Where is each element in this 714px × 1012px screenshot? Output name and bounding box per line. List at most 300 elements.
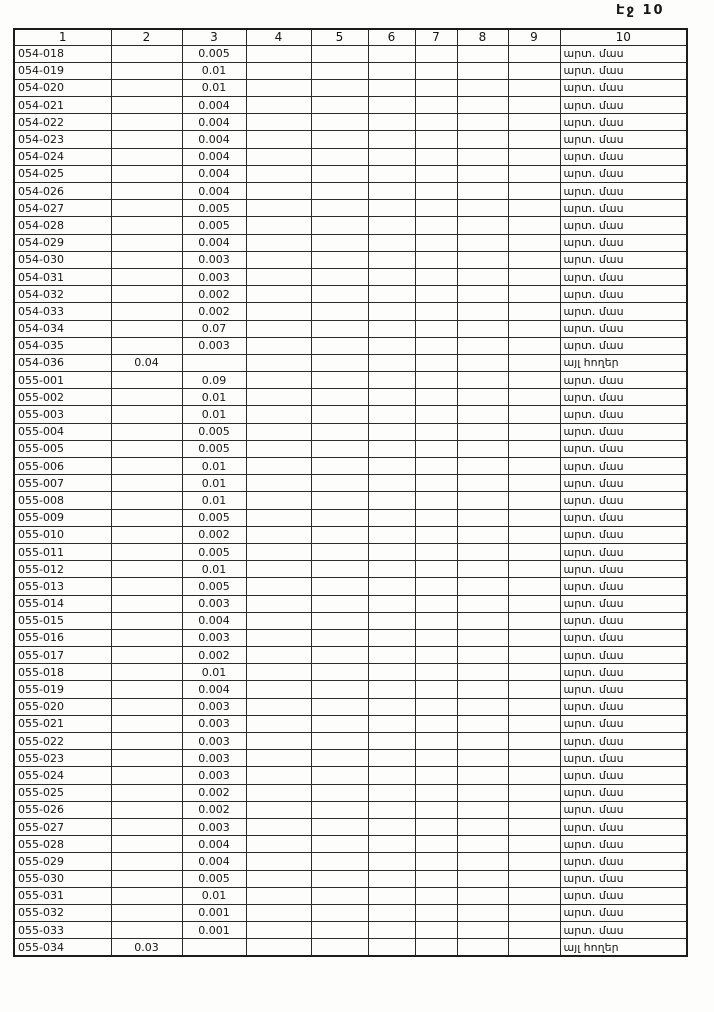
empty-cell <box>111 904 182 921</box>
empty-cell <box>415 337 457 354</box>
empty-cell <box>246 784 311 801</box>
column-header-9: 9 <box>508 29 560 45</box>
empty-cell <box>457 801 508 818</box>
empty-cell <box>415 509 457 526</box>
empty-cell <box>368 733 415 750</box>
empty-cell <box>368 543 415 560</box>
empty-cell <box>368 303 415 320</box>
empty-cell <box>415 389 457 406</box>
land-type-cell: արտ. մաս <box>560 904 687 921</box>
empty-cell <box>368 183 415 200</box>
table-row <box>14 268 687 285</box>
table-row <box>14 526 687 543</box>
empty-cell <box>311 165 368 182</box>
area-value-cell: 0.002 <box>182 303 246 320</box>
parcel-code-cell: 055-017 <box>14 647 111 664</box>
parcel-code-cell: 055-022 <box>14 733 111 750</box>
empty-cell <box>508 475 560 492</box>
area-value-cell: 0.002 <box>182 784 246 801</box>
empty-cell <box>508 578 560 595</box>
table-row <box>14 681 687 698</box>
area-value-cell: 0.01 <box>182 79 246 96</box>
column-header-7: 7 <box>415 29 457 45</box>
empty-cell <box>111 818 182 835</box>
empty-cell <box>457 715 508 732</box>
empty-cell <box>111 234 182 251</box>
empty-cell <box>368 715 415 732</box>
parcel-code-cell: 054-032 <box>14 286 111 303</box>
empty-cell <box>368 750 415 767</box>
empty-cell <box>111 715 182 732</box>
land-type-cell: արտ. մաս <box>560 561 687 578</box>
land-type-cell: արտ. մաս <box>560 853 687 870</box>
parcel-code-cell: 054-030 <box>14 251 111 268</box>
empty-cell <box>311 750 368 767</box>
parcel-code-cell: 055-028 <box>14 836 111 853</box>
empty-cell <box>311 526 368 543</box>
empty-cell <box>368 939 415 956</box>
empty-cell <box>508 148 560 165</box>
empty-cell <box>368 251 415 268</box>
parcel-code-cell: 055-024 <box>14 767 111 784</box>
empty-cell <box>246 234 311 251</box>
parcel-code-cell: 054-029 <box>14 234 111 251</box>
empty-cell <box>111 268 182 285</box>
land-type-cell: արտ. մաս <box>560 440 687 457</box>
parcel-code-cell: 054-035 <box>14 337 111 354</box>
empty-cell <box>368 578 415 595</box>
empty-cell <box>415 320 457 337</box>
empty-cell <box>415 784 457 801</box>
empty-cell <box>368 131 415 148</box>
empty-cell <box>457 475 508 492</box>
empty-cell <box>508 543 560 560</box>
empty-cell <box>368 165 415 182</box>
empty-cell <box>368 784 415 801</box>
empty-cell <box>508 733 560 750</box>
area-value-cell: 0.004 <box>182 148 246 165</box>
table-row <box>14 492 687 509</box>
empty-cell <box>508 647 560 664</box>
empty-cell <box>368 647 415 664</box>
empty-cell <box>508 303 560 320</box>
empty-cell <box>415 578 457 595</box>
table-row <box>14 715 687 732</box>
empty-cell <box>111 853 182 870</box>
column-header-5: 5 <box>311 29 368 45</box>
empty-cell <box>368 62 415 79</box>
empty-cell <box>508 784 560 801</box>
empty-cell <box>311 578 368 595</box>
parcel-code-cell: 055-002 <box>14 389 111 406</box>
empty-cell <box>311 853 368 870</box>
empty-cell <box>311 303 368 320</box>
empty-cell <box>311 337 368 354</box>
land-type-cell: արտ. մաս <box>560 303 687 320</box>
empty-cell <box>311 475 368 492</box>
table-row <box>14 509 687 526</box>
empty-cell <box>111 629 182 646</box>
empty-cell <box>111 114 182 131</box>
empty-cell <box>415 767 457 784</box>
table-row <box>14 561 687 578</box>
empty-cell <box>457 217 508 234</box>
empty-cell <box>415 561 457 578</box>
empty-cell <box>368 320 415 337</box>
empty-cell <box>246 801 311 818</box>
empty-cell <box>457 406 508 423</box>
area-value-cell: 0.005 <box>182 200 246 217</box>
empty-cell <box>311 801 368 818</box>
empty-cell <box>508 526 560 543</box>
table-row <box>14 475 687 492</box>
empty-cell <box>508 389 560 406</box>
empty-cell <box>111 389 182 406</box>
empty-cell <box>457 612 508 629</box>
empty-cell <box>508 131 560 148</box>
table-row <box>14 183 687 200</box>
empty-cell <box>368 922 415 939</box>
empty-cell <box>311 904 368 921</box>
area-value-cell: 0.07 <box>182 320 246 337</box>
empty-cell <box>111 801 182 818</box>
table-row <box>14 870 687 887</box>
land-type-cell: արտ. մաս <box>560 612 687 629</box>
empty-cell <box>246 114 311 131</box>
area-value-cell: 0.01 <box>182 406 246 423</box>
parcel-code-cell: 054-023 <box>14 131 111 148</box>
column-header-1: 1 <box>14 29 111 45</box>
parcel-code-cell: 055-001 <box>14 372 111 389</box>
empty-cell <box>311 612 368 629</box>
empty-cell <box>457 354 508 371</box>
empty-cell <box>415 440 457 457</box>
empty-cell <box>415 148 457 165</box>
table-row <box>14 887 687 904</box>
empty-cell <box>457 784 508 801</box>
empty-cell <box>415 698 457 715</box>
empty-cell <box>311 251 368 268</box>
empty-cell <box>415 750 457 767</box>
empty-cell <box>111 595 182 612</box>
empty-cell <box>457 372 508 389</box>
area-value-cell: 0.003 <box>182 629 246 646</box>
empty-cell <box>111 79 182 96</box>
empty-cell <box>246 406 311 423</box>
land-type-cell: արտ. մաս <box>560 578 687 595</box>
area-value-cell: 0.005 <box>182 440 246 457</box>
parcel-code-cell: 055-023 <box>14 750 111 767</box>
parcel-code-cell: 055-029 <box>14 853 111 870</box>
empty-cell <box>415 612 457 629</box>
empty-cell <box>111 733 182 750</box>
empty-cell <box>415 801 457 818</box>
empty-cell <box>311 887 368 904</box>
parcel-code-cell: 055-003 <box>14 406 111 423</box>
empty-cell <box>415 904 457 921</box>
empty-cell <box>368 389 415 406</box>
land-type-cell: արտ. մաս <box>560 698 687 715</box>
empty-cell <box>508 165 560 182</box>
table-row <box>14 45 687 62</box>
parcel-code-cell: 055-006 <box>14 458 111 475</box>
empty-cell <box>246 165 311 182</box>
empty-cell <box>111 423 182 440</box>
empty-cell <box>111 217 182 234</box>
empty-cell <box>508 715 560 732</box>
empty-cell <box>111 784 182 801</box>
land-type-cell: արտ. մաս <box>560 320 687 337</box>
empty-cell <box>111 372 182 389</box>
table-row <box>14 423 687 440</box>
land-type-cell: արտ. մաս <box>560 475 687 492</box>
empty-cell <box>311 784 368 801</box>
empty-cell <box>311 234 368 251</box>
empty-cell <box>246 354 311 371</box>
empty-cell <box>182 939 246 956</box>
parcel-code-cell: 055-026 <box>14 801 111 818</box>
empty-cell <box>508 612 560 629</box>
empty-cell <box>111 870 182 887</box>
empty-cell <box>368 664 415 681</box>
empty-cell <box>311 354 368 371</box>
empty-cell <box>311 423 368 440</box>
empty-cell <box>368 836 415 853</box>
land-type-cell: արտ. մաս <box>560 767 687 784</box>
empty-cell <box>246 543 311 560</box>
table-row <box>14 578 687 595</box>
land-type-cell: արտ. մաս <box>560 97 687 114</box>
empty-cell <box>508 354 560 371</box>
empty-cell <box>246 629 311 646</box>
table-row <box>14 337 687 354</box>
empty-cell <box>508 268 560 285</box>
empty-cell <box>311 406 368 423</box>
empty-cell <box>111 303 182 320</box>
empty-cell <box>182 354 246 371</box>
empty-cell <box>415 79 457 96</box>
empty-cell <box>508 750 560 767</box>
empty-cell <box>246 715 311 732</box>
area-value-cell: 0.003 <box>182 750 246 767</box>
area-value-cell: 0.01 <box>182 458 246 475</box>
land-type-cell: արտ. մաս <box>560 251 687 268</box>
empty-cell <box>457 750 508 767</box>
empty-cell <box>415 543 457 560</box>
empty-cell <box>311 870 368 887</box>
land-type-cell: արտ. մաս <box>560 870 687 887</box>
area-value-cell: 0.005 <box>182 578 246 595</box>
empty-cell <box>368 767 415 784</box>
empty-cell <box>246 767 311 784</box>
empty-cell <box>457 664 508 681</box>
empty-cell <box>508 337 560 354</box>
empty-cell <box>311 836 368 853</box>
empty-cell <box>415 183 457 200</box>
empty-cell <box>368 870 415 887</box>
empty-cell <box>457 836 508 853</box>
area-value-cell: 0.004 <box>182 612 246 629</box>
empty-cell <box>508 629 560 646</box>
table-row <box>14 853 687 870</box>
empty-cell <box>415 406 457 423</box>
empty-cell <box>508 423 560 440</box>
empty-cell <box>457 62 508 79</box>
empty-cell <box>457 337 508 354</box>
empty-cell <box>246 681 311 698</box>
land-type-cell: արտ. մաս <box>560 372 687 389</box>
empty-cell <box>368 612 415 629</box>
empty-cell <box>457 904 508 921</box>
empty-cell <box>457 131 508 148</box>
empty-cell <box>111 320 182 337</box>
land-parcel-table <box>13 28 688 957</box>
empty-cell <box>246 97 311 114</box>
empty-cell <box>311 492 368 509</box>
area-value-cell: 0.005 <box>182 217 246 234</box>
area-value-cell: 0.001 <box>182 922 246 939</box>
column-header-8: 8 <box>457 29 508 45</box>
empty-cell <box>246 475 311 492</box>
empty-cell <box>508 836 560 853</box>
empty-cell <box>246 200 311 217</box>
table-row <box>14 698 687 715</box>
empty-cell <box>415 475 457 492</box>
empty-cell <box>111 922 182 939</box>
table-row <box>14 79 687 96</box>
empty-cell <box>111 183 182 200</box>
empty-cell <box>246 836 311 853</box>
empty-cell <box>508 79 560 96</box>
land-type-cell: արտ. մաս <box>560 337 687 354</box>
empty-cell <box>246 389 311 406</box>
area-value-cell: 0.005 <box>182 870 246 887</box>
empty-cell <box>415 458 457 475</box>
empty-cell <box>415 354 457 371</box>
parcel-code-cell: 055-025 <box>14 784 111 801</box>
empty-cell <box>111 836 182 853</box>
table-row <box>14 97 687 114</box>
parcel-code-cell: 055-007 <box>14 475 111 492</box>
empty-cell <box>457 509 508 526</box>
empty-cell <box>311 62 368 79</box>
area-value-cell: 0.004 <box>182 97 246 114</box>
empty-cell <box>457 114 508 131</box>
empty-cell <box>508 801 560 818</box>
area-value-cell: 0.002 <box>182 801 246 818</box>
empty-cell <box>415 165 457 182</box>
empty-cell <box>111 698 182 715</box>
land-type-cell: արտ. մաս <box>560 801 687 818</box>
column-header-6: 6 <box>368 29 415 45</box>
area-value-cell: 0.003 <box>182 251 246 268</box>
empty-cell <box>311 79 368 96</box>
empty-cell <box>111 492 182 509</box>
empty-cell <box>311 647 368 664</box>
empty-cell <box>111 509 182 526</box>
empty-cell <box>111 681 182 698</box>
land-type-cell: արտ. մաս <box>560 887 687 904</box>
land-type-cell: արտ. մաս <box>560 200 687 217</box>
empty-cell <box>368 234 415 251</box>
empty-cell <box>415 62 457 79</box>
area-value-cell: 0.01 <box>182 62 246 79</box>
empty-cell <box>415 715 457 732</box>
empty-cell <box>246 268 311 285</box>
empty-cell <box>508 818 560 835</box>
empty-cell <box>311 664 368 681</box>
land-type-cell: արտ. մաս <box>560 458 687 475</box>
empty-cell <box>508 922 560 939</box>
area-value-cell: 0.005 <box>182 509 246 526</box>
empty-cell <box>508 561 560 578</box>
empty-cell <box>415 595 457 612</box>
parcel-code-cell: 055-027 <box>14 818 111 835</box>
empty-cell <box>368 475 415 492</box>
empty-cell <box>111 458 182 475</box>
empty-cell <box>415 217 457 234</box>
empty-cell <box>368 492 415 509</box>
empty-cell <box>311 922 368 939</box>
parcel-code-cell: 054-021 <box>14 97 111 114</box>
area-value-cell: 0.003 <box>182 337 246 354</box>
parcel-code-cell: 054-036 <box>14 354 111 371</box>
land-type-cell: արտ. մաս <box>560 165 687 182</box>
table-row <box>14 664 687 681</box>
empty-cell <box>415 681 457 698</box>
land-type-cell: արտ. մաս <box>560 217 687 234</box>
empty-cell <box>457 440 508 457</box>
table-row <box>14 200 687 217</box>
empty-cell <box>111 887 182 904</box>
empty-cell <box>246 578 311 595</box>
area-value-cell: 0.03 <box>111 939 182 956</box>
empty-cell <box>457 458 508 475</box>
empty-cell <box>508 887 560 904</box>
empty-cell <box>111 561 182 578</box>
empty-cell <box>368 286 415 303</box>
empty-cell <box>415 853 457 870</box>
empty-cell <box>368 440 415 457</box>
empty-cell <box>368 423 415 440</box>
empty-cell <box>457 595 508 612</box>
land-type-cell: արտ. մաս <box>560 629 687 646</box>
empty-cell <box>311 114 368 131</box>
table-row <box>14 647 687 664</box>
empty-cell <box>415 372 457 389</box>
area-value-cell: 0.004 <box>182 234 246 251</box>
empty-cell <box>246 337 311 354</box>
header-row <box>14 29 687 45</box>
empty-cell <box>311 131 368 148</box>
land-type-cell: արտ. մաս <box>560 492 687 509</box>
land-type-cell: արտ. մաս <box>560 922 687 939</box>
empty-cell <box>311 268 368 285</box>
parcel-code-cell: 055-032 <box>14 904 111 921</box>
parcel-code-cell: 055-014 <box>14 595 111 612</box>
empty-cell <box>368 595 415 612</box>
table-row <box>14 389 687 406</box>
empty-cell <box>415 887 457 904</box>
parcel-code-cell: 055-019 <box>14 681 111 698</box>
empty-cell <box>368 97 415 114</box>
parcel-code-cell: 055-031 <box>14 887 111 904</box>
empty-cell <box>457 251 508 268</box>
empty-cell <box>457 561 508 578</box>
table-row <box>14 234 687 251</box>
table-row <box>14 836 687 853</box>
empty-cell <box>368 148 415 165</box>
